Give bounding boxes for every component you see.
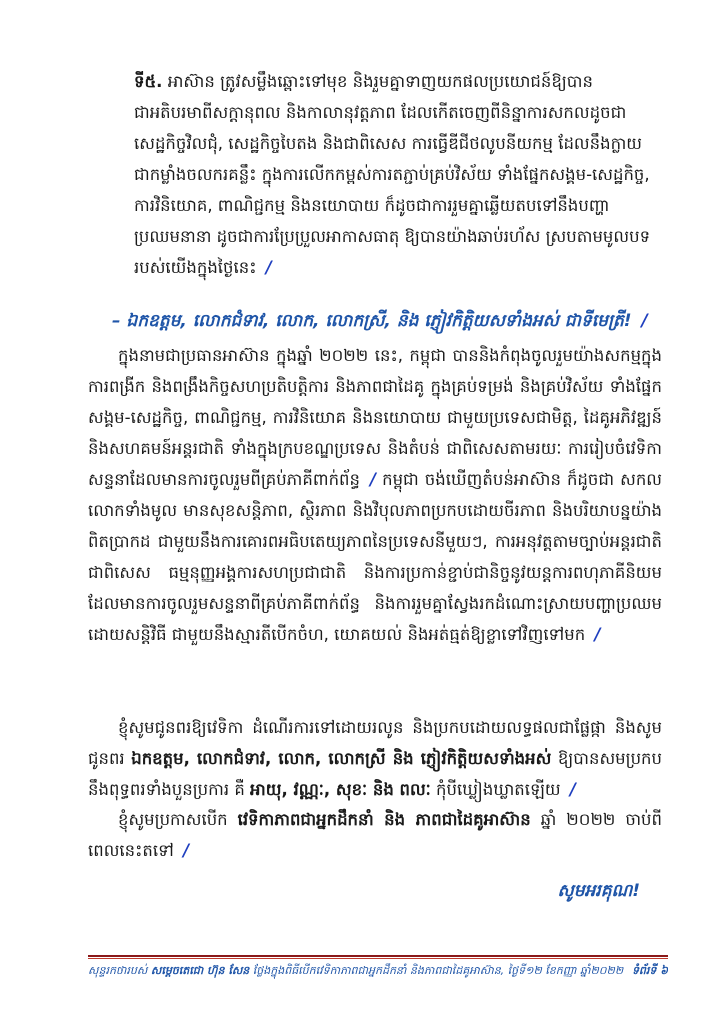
paragraph-bold-text: វេទិកាភាពជាអ្នកដឹកនាំ និង ភាពជាដៃគូអាស៊ាន bbox=[237, 810, 531, 829]
paragraph-text: ឆ្នាំ ២០២២ ចាប់ពីពេលនេះតទៅ bbox=[88, 810, 662, 860]
paragraph-text: ខ្ញុំសូមជូនពរឱ្យវេទិកា ដំណើរការទៅដោយរលូន និងប្រកបដោយលទ្ធផលជាផ្លែផ្កា និងសូមជូនពរ bbox=[88, 718, 662, 768]
section-five bbox=[134, 66, 652, 283]
closing-thanks: សូមអរគុណ! bbox=[557, 881, 640, 901]
paragraph-bold-text: ឯកឧត្តម, លោកជំទាវ, លោក, លោកស្រី និង ភ្ញៀវកិត្តិយសទាំងអស់ bbox=[131, 749, 552, 768]
page-footer bbox=[88, 963, 668, 979]
section-number: ទី៥. bbox=[134, 72, 163, 91]
footer-event: ថ្លែងក្នុងពិធីបើកវេទិកាភាពជាអ្នកដឹកនាំ និងភាពជាដៃគូអាស៊ាន, ថ្ងៃទី១២ ខែកញ្ញា ឆ្នាំ២០២២ bbox=[249, 964, 624, 977]
page-number: ទំព័រទី ៦ bbox=[631, 964, 668, 977]
body-paragraph-wishes bbox=[88, 712, 662, 805]
footer-divider bbox=[88, 955, 668, 957]
salutation-text: – ឯកឧត្តម, លោកជំទាវ, លោក, លោកស្រី, និង ភ្ញៀវកិត្តិយសទាំងអស់ ជាទីមេត្រី! bbox=[112, 311, 632, 331]
review-tick-mark: / bbox=[594, 625, 601, 644]
salutation-heading bbox=[112, 305, 672, 337]
footer-divider-thin bbox=[88, 958, 668, 959]
paragraph-text: កុំបីឃ្លៀងឃ្លាតឡើយ bbox=[430, 780, 561, 799]
review-tick-mark: / bbox=[265, 258, 272, 277]
paragraph-text: កម្ពុជា ចង់ឃើញតំបន់អាស៊ាន ក៏ដូចជា សកលលោកទាំងមូល មានសុខសន្តិភាព, ស្ថិរភាព និងវិបុលភាពប្រកបដោយចីរភាព និងបរិយាបន្នយ៉ាងពិតប្រាកដ ជាមួយនឹងការគោរពអធិបតេយ្យភាពនៃប្រទេសនីមួយៗ, ការអនុវត្តតាមច្បាប់អន្តរជាតិ ជាពិសេស ធម្មនុញ្ញអង្គការសហប្រជាជាតិ និងការប្រកាន់ខ្ជាប់ជានិច្ចនូវយន្តការពហុភាគីនិយម ដែលមានការចូលរួមសន្ទនាពីគ្រប់ភាគីពាក់ព័ន្ធ និងការរួមគ្នាស្វែងរកដំណោះស្រាយបញ្ហាប្រឈមដោយសន្តិវិធី ជាមួយនឹងស្មារតីបើកចំហ, យោគយល់ និងអត់ធ្មត់ឱ្យខ្លាទៅវិញទៅមក bbox=[88, 470, 663, 644]
paragraph-text: ខ្ញុំសូមប្រកាសបើក bbox=[118, 810, 238, 829]
paragraph-bold-text: អាយុ, វណ្ណៈ, សុខៈ និង ពលៈ bbox=[250, 780, 431, 799]
footer-speaker-name: សម្តេចតេជោ ហ៊ុន សែន bbox=[150, 964, 250, 977]
body-paragraph-opening bbox=[88, 804, 662, 866]
review-tick-mark: / bbox=[569, 780, 576, 799]
paragraph-text: ឱ្យបានសមប្រកបនឹងពុទ្ធពរទាំងបួនប្រការ គឺ bbox=[88, 749, 662, 799]
review-tick-mark: / bbox=[641, 311, 648, 331]
review-tick-mark: / bbox=[370, 470, 377, 489]
section-text: អាស៊ាន ត្រូវសម្លឹងឆ្ពោះទៅមុខ និងរួមគ្នាទាញយកផលប្រយោជន៍ឱ្យបានជាអតិបរមាពីសក្តានុពល និងកាលានុវត្តភាព ដែលកើតចេញពីនិន្នាការសកលដូចជា សេដ្ឋកិច្ចវិលជុំ, សេដ្ឋកិច្ចបៃតង និងជាពិសេស ការធ្វើឌីជីថលូបនីយកម្ម ដែលនឹងក្លាយជាកម្លាំងចលករគន្លឹះ ក្នុងការលើកកម្ពស់ការតភ្ជាប់គ្រប់វិស័យ ទាំងផ្នែកសង្គម-សេដ្ឋកិច្ច, ការវិនិយោគ, ពាណិជ្ជកម្ម និងនយោបាយ ក៏ដូចជាការរួមគ្នាឆ្លើយតបទៅនឹងបញ្ហាប្រឈមនានា ដូចជាការប្រែប្រួលអាកាសធាតុ ឱ្យបានយ៉ាងឆាប់រហ័ស ស្របតាមមូលបទរបស់យើងក្នុងថ្ងៃនេះ bbox=[134, 72, 651, 277]
review-tick-mark: / bbox=[183, 841, 190, 860]
body-paragraph-chair bbox=[88, 340, 662, 650]
footer-prefix: សុន្ទរកថារបស់ bbox=[88, 964, 151, 977]
paragraph-text: ក្នុងនាមជាប្រធានអាស៊ាន ក្នុងឆ្នាំ ២០២២ នេះ, កម្ពុជា បាននិងកំពុងចូលរួមយ៉ាងសកម្មក្នុងការពង្រីក និងពង្រឹងកិច្ចសហប្រតិបត្តិការ និងភាពជាដៃគូ ក្នុងគ្រប់ទម្រង់ និងគ្រប់វិស័យ ទាំងផ្នែកសង្គម-សេដ្ឋកិច្ច, ពាណិជ្ជកម្ម, ការវិនិយោគ និងនយោបាយ ជាមួយប្រទេសជាមិត្ត, ដៃគូអភិវឌ្ឍន៍ និងសហគមន៍អន្តរជាតិ ទាំងក្នុងក្របខណ្ឌប្រទេស និងតំបន់ ជាពិសេសតាមរយៈ ការរៀបចំវេទិកាសន្ទនាដែលមានការចូលរួមពីគ្រប់ភាគីពាក់ព័ន្ធ bbox=[88, 346, 662, 489]
